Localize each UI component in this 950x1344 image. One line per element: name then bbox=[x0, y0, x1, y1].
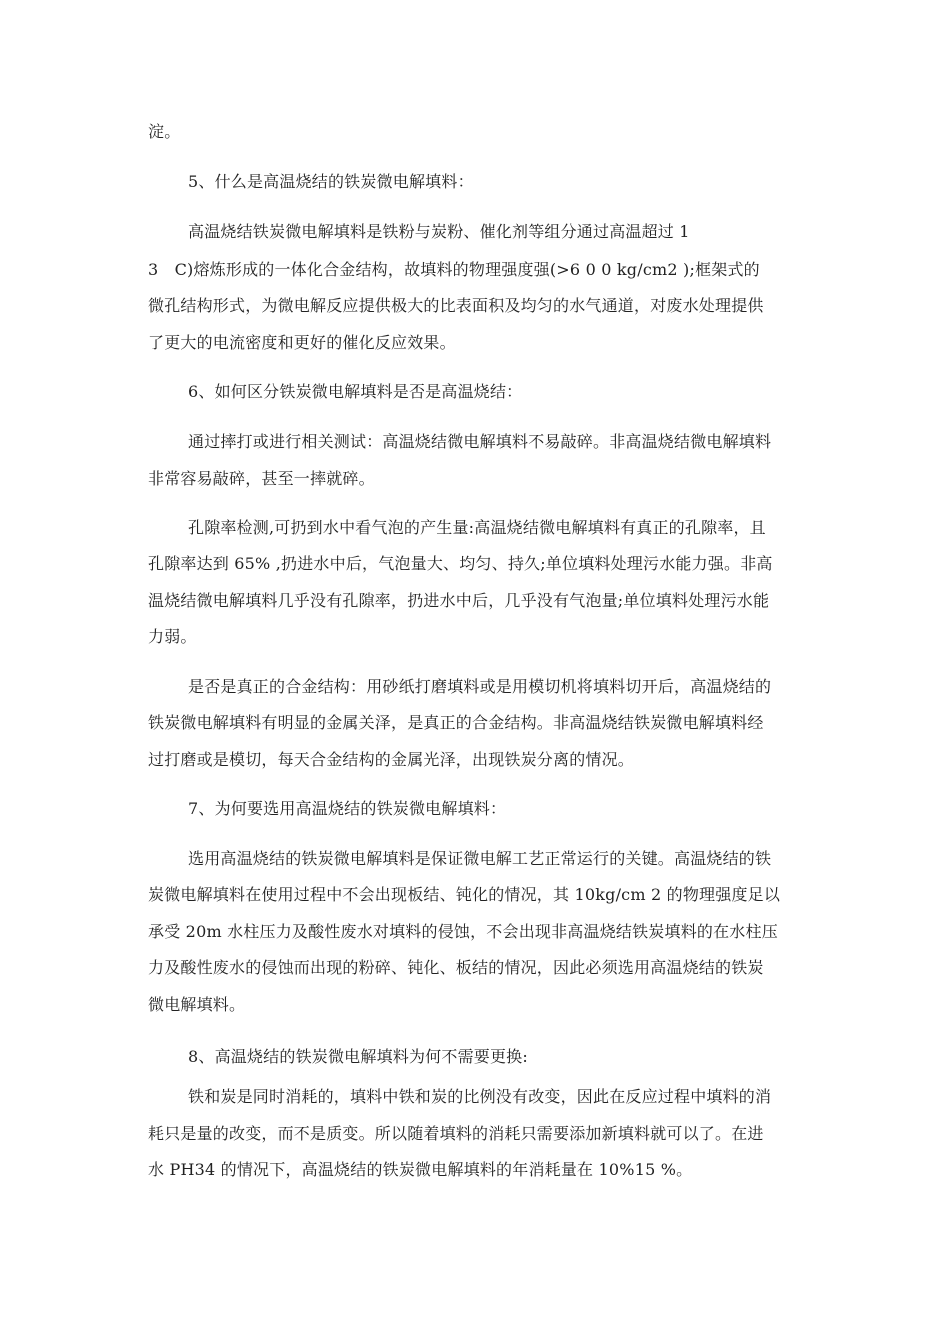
text-line: 3 C)熔炼形成的一体化合金结构，故填料的物理强度强(>6 0 0 kg/cm2 );框架式的 bbox=[148, 260, 760, 279]
text-line: 是否是真正的合金结构：用砂纸打磨填料或是用模切机将填料切开后，高温烧结的 bbox=[188, 677, 772, 696]
text-line: 过打磨或是模切，每天合金结构的金属光泽，出现铁炭分离的情况。 bbox=[148, 750, 635, 769]
text-line: 铁和炭是同时消耗的，填料中铁和炭的比例没有改变，因此在反应过程中填料的消 bbox=[188, 1087, 772, 1106]
text-line: 淀。 bbox=[148, 122, 181, 141]
text-line: 水 PH34 的情况下，高温烧结的铁炭微电解填料的年消耗量在 10%15 %。 bbox=[148, 1160, 693, 1179]
section-heading-5: 5、什么是高温烧结的铁炭微电解填料： bbox=[188, 172, 474, 191]
text-line: 力弱。 bbox=[148, 627, 197, 646]
text-line: 高温烧结铁炭微电解填料是铁粉与炭粉、催化剂等组分通过高温超过 1 bbox=[188, 222, 690, 241]
text-line: 炭微电解填料在使用过程中不会出现板结、钝化的情况，其 10kg/cm 2 的物理强度足以 bbox=[148, 885, 781, 904]
text-line: 选用高温烧结的铁炭微电解填料是保证微电解工艺正常运行的关键。高温烧结的铁 bbox=[188, 849, 772, 868]
section-heading-8: 8、高温烧结的铁炭微电解填料为何不需要更换: bbox=[188, 1047, 528, 1066]
text-line: 微孔结构形式，为微电解反应提供极大的比表面积及均匀的水气通道，对废水处理提供 bbox=[148, 296, 764, 315]
text-line: 耗只是量的改变，而不是质变。所以随着填料的消耗只需要添加新填料就可以了。在进 bbox=[148, 1124, 764, 1143]
text-line: 承受 20m 水柱压力及酸性废水对填料的侵蚀，不会出现非高温烧结铁炭填料的在水柱压 bbox=[148, 922, 778, 941]
text-line: 非常容易敲碎，甚至一摔就碎。 bbox=[148, 469, 375, 488]
text-line: 铁炭微电解填料有明显的金属关泽，是真正的合金结构。非高温烧结铁炭微电解填料经 bbox=[148, 713, 764, 732]
section-heading-7: 7、为何要选用高温烧结的铁炭微电解填料： bbox=[188, 799, 507, 818]
text-line: 了更大的电流密度和更好的催化反应效果。 bbox=[148, 333, 456, 352]
text-line: 孔隙率检测,可扔到水中看气泡的产生量:高温烧结微电解填料有真正的孔隙率，且 bbox=[188, 518, 766, 537]
section-heading-6: 6、如何区分铁炭微电解填料是否是高温烧结： bbox=[188, 382, 523, 401]
text-line: 微电解填料。 bbox=[148, 995, 246, 1014]
text-line: 通过摔打或进行相关测试：高温烧结微电解填料不易敲碎。非高温烧结微电解填料 bbox=[188, 432, 772, 451]
text-line: 温烧结微电解填料几乎没有孔隙率，扔进水中后，几乎没有气泡量;单位填料处理污水能 bbox=[148, 591, 770, 610]
text-line: 孔隙率达到 65% ,扔进水中后，气泡量大、均匀、持久;单位填料处理污水能力强。非高 bbox=[148, 554, 773, 573]
text-line: 力及酸性废水的侵蚀而出现的粉碎、钝化、板结的情况，因此必须选用高温烧结的铁炭 bbox=[148, 958, 764, 977]
